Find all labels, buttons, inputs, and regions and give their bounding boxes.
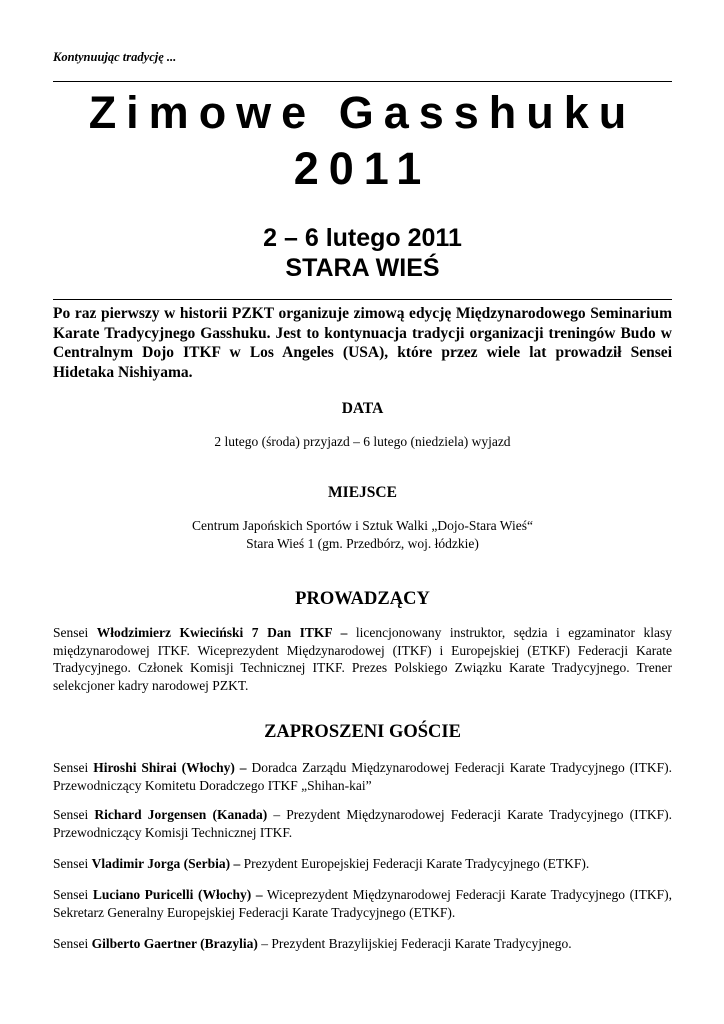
guest-prefix: Sensei	[53, 856, 89, 871]
event-place: STARA WIEŚ	[285, 254, 440, 282]
leader-description: licencjonowany instruktor, sędzia i egzaminator klasy międzynarodowej ITKF. Wiceprezydent Międzynarodowej (ITKF) i Europejskiej (ETKF) Federacji Karate Tradycyjnego. Członek Komisji Technicznej ITKF. Prezes Polskiego Związku Karate Tradycyjnego. Trener selekcjoner kadry narodowej PZKT.	[53, 625, 673, 693]
event-dates: 2 – 6 lutego 2011	[263, 224, 462, 252]
guest-description: Prezydent Europejskiej Federacji Karate Tradycyjnego (ETKF).	[243, 856, 590, 871]
guest-paragraph	[53, 806, 672, 841]
guest-prefix: Sensei	[53, 760, 89, 775]
guest-description: – Prezydent Międzynarodowej Federacji Karate Tradycyjnego (ITKF). Przewodniczący Komisji Technicznej ITKF.	[53, 807, 673, 840]
section-heading-data: DATA	[341, 400, 384, 417]
guest-name: Gilberto Gaertner (Brazylia)	[91, 936, 258, 951]
guest-paragraph	[53, 886, 672, 921]
leader-paragraph	[53, 624, 672, 694]
guest-prefix: Sensei	[53, 887, 89, 902]
place-line-2: Stara Wieś 1 (gm. Przedbórz, woj. łódzkie)	[246, 536, 479, 551]
header-tagline: Kontynuując tradycję ...	[53, 50, 177, 64]
intro-paragraph: Po raz pierwszy w historii PZKT organizuje zimową edycję Międzynarodowego Seminarium Karate Tradycyjnego Gasshuku. Jest to kontynuacja tradycji organizacji treningów Budo w Centralnym Dojo ITKF w Los Angeles (USA), które przez wiele lat prowadził Sensei Hidetaka Nishiyama.	[53, 305, 672, 381]
guest-prefix: Sensei	[53, 807, 89, 822]
date-text: 2 lutego (środa) przyjazd – 6 lutego (niedziela) wyjazd	[214, 434, 511, 449]
guest-name: Richard Jorgensen (Kanada)	[94, 807, 268, 822]
intro-rule	[53, 299, 672, 300]
section-heading-guests: ZAPROSZENI GOŚCIE	[264, 722, 461, 742]
page-title-line2: 2011	[293, 143, 432, 194]
section-heading-leader: PROWADZĄCY	[295, 589, 430, 609]
guest-name: Hiroshi Shirai (Włochy) –	[93, 760, 247, 775]
guest-description: – Prezydent Brazylijskiej Federacji Karate Tradycyjnego.	[261, 936, 572, 951]
guest-name: Vladimir Jorga (Serbia) –	[91, 856, 241, 871]
guest-paragraph	[53, 759, 672, 794]
section-heading-place: MIEJSCE	[328, 484, 397, 501]
guest-name: Luciano Puricelli (Włochy) –	[92, 887, 263, 902]
guest-description: Wiceprezydent Międzynarodowej Federacji Karate Tradycyjnego (ITKF), Sekretarz Generalny Europejskiej Federacji Karate Tradycyjnego (ETKF).	[53, 887, 673, 920]
page-title-line1: Zimowe Gasshuku	[88, 87, 637, 138]
header-rule	[53, 81, 672, 82]
place-line-1: Centrum Japońskich Sportów i Sztuk Walki „Dojo-Stara Wieś“	[192, 518, 533, 533]
guest-prefix: Sensei	[53, 936, 89, 951]
leader-prefix: Sensei	[53, 625, 89, 640]
guest-paragraph	[53, 935, 672, 953]
guest-description: Doradca Zarządu Międzynarodowej Federacji Karate Tradycyjnego (ITKF). Przewodniczący Komitetu Doradczego ITKF „Shihan-kai”	[53, 760, 673, 793]
guest-paragraph	[53, 855, 672, 873]
leader-name: Włodzimierz Kwieciński 7 Dan ITKF –	[96, 625, 348, 640]
